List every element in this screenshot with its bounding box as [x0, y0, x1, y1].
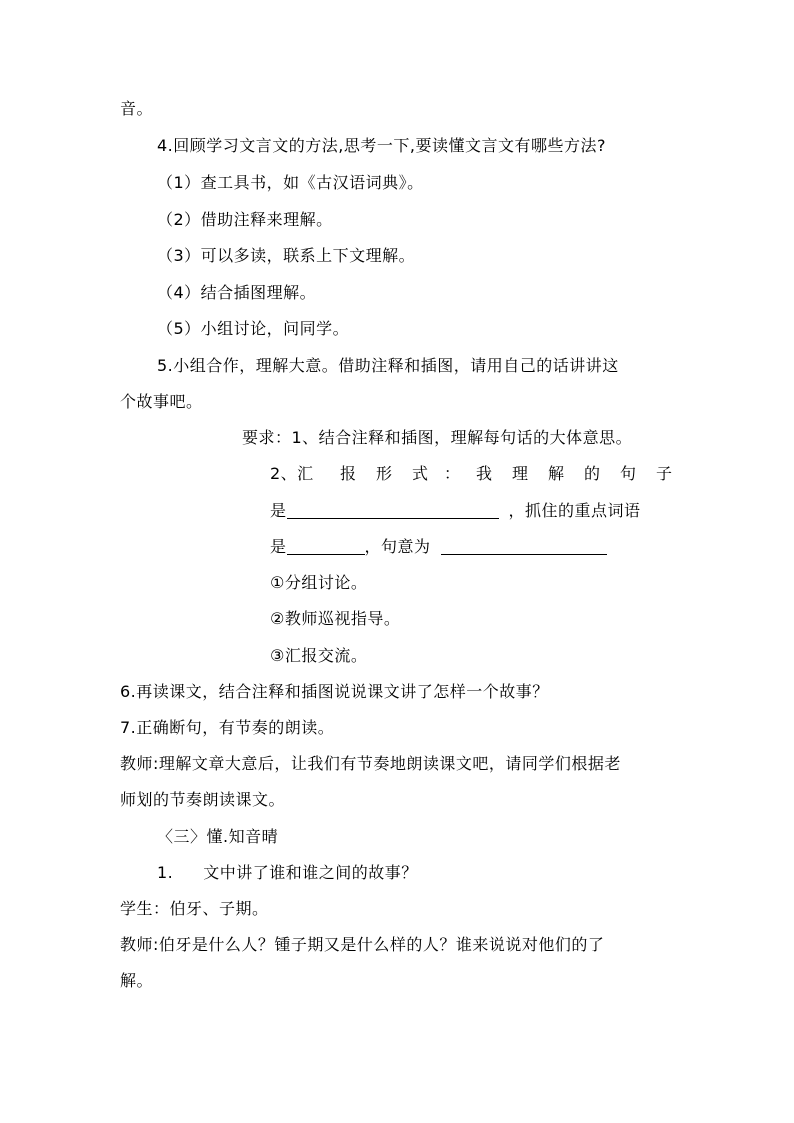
question-s3-1: 1. 文中讲了谁和谁之间的故事？ [157, 863, 418, 882]
question-5: 5.小组合作，理解大意。借助注释和插图，请用自己的话讲讲这 [157, 356, 619, 375]
teacher-line-2-cont: 解。 [120, 971, 154, 990]
step-2: ②教师巡视指导。 [270, 609, 401, 628]
step-1: ①分组讨论。 [270, 573, 368, 592]
requirement-1: 要求：1、结合注释和插图，理解每句话的大体意思。 [242, 428, 633, 447]
method-4: （4）结合插图理解。 [157, 283, 317, 302]
question-4: 4.回顾学习文言文的方法,思考一下,要读懂文言文有哪些方法? [157, 136, 606, 155]
fill-line-sentence: 是 ，抓住的重点词语 [270, 501, 641, 520]
section-heading-3: 〈三〉懂.知音晴 [157, 827, 279, 846]
blank-keywords[interactable] [287, 538, 365, 555]
question-5-cont: 个故事吧。 [120, 392, 203, 411]
teacher-line-1: 教师:理解文章大意后，让我们有节奏地朗读课文吧，请同学们根据老 [120, 754, 621, 773]
text-line: 音。 [120, 99, 154, 118]
question-6: 6.再读课文，结合注释和插图说说课文讲了怎样一个故事？ [120, 682, 549, 701]
teacher-line-1-cont: 师划的节奏朗读课文。 [120, 790, 286, 809]
student-line: 学生：伯牙、子期。 [120, 899, 269, 918]
blank-meaning[interactable] [441, 538, 607, 555]
blank-sentence[interactable] [287, 502, 499, 519]
method-1: （1）查工具书，如《古汉语词典》。 [157, 173, 424, 192]
document-page: 音。 4.回顾学习文言文的方法,思考一下,要读懂文言文有哪些方法? （1）查工具书，如《古汉语词典》。 （2）借助注释来理解。 （3）可以多读，联系上下文理解。 （4）结合插图理解。 （5）小组讨论，问同学。 5.小组合作，理解大意。借助注释和插图，请用自己的话讲讲这 个故事吧。 要求：1、结合注释和插图，理解每句话的大体意思。 2、汇 报 形 式 ： 我 理 解 的 句 子 是 ，抓住的重点词语 是 ，句意为 ①分组讨论。 ②教师巡视指导。 ③汇报交流。 6.再读课文，结合注释和插图说说课文讲了怎样一个故事？ 7.正确断句，有节奏的朗读。 教师:理解文章大意后，让我们有节奏地朗读课文吧，请同学们根据老 师划的节奏朗读课文。 〈三〉懂.知音晴 1. 文中讲了谁和谁之间的故事？ 学生：伯牙、子期。 教师:伯牙是什么人？锺子期又是什么样的人？谁来说说对他们的了 解。 [120, 99, 673, 990]
method-2: （2）借助注释来理解。 [157, 210, 333, 229]
method-3: （3）可以多读，联系上下文理解。 [157, 246, 416, 265]
teacher-line-2: 教师:伯牙是什么人？锺子期又是什么样的人？谁来说说对他们的了 [120, 935, 605, 954]
method-5: （5）小组讨论，问同学。 [157, 319, 350, 338]
step-3: ③汇报交流。 [270, 646, 368, 665]
question-7: 7.正确断句，有节奏的朗读。 [120, 718, 335, 737]
fill-line-keywords: 是 ，句意为 [270, 536, 607, 558]
